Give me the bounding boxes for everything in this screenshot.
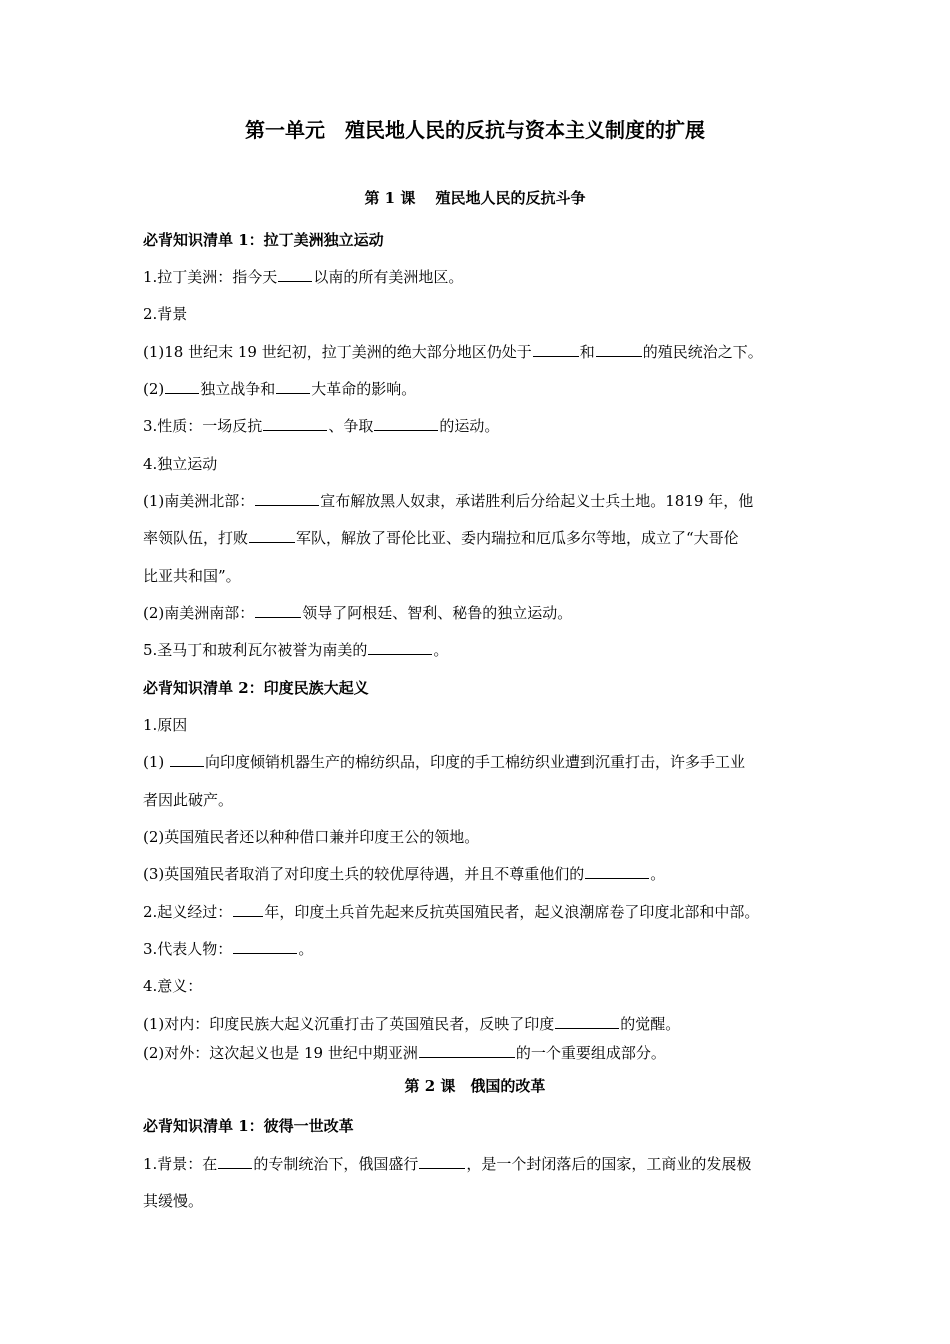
text-line: 2.起义经过： 年，印度土兵首先起来反抗英国殖民者，起义浪潮席卷了印度北部和中部。 <box>143 900 813 924</box>
text-line: (1)18 世纪末 19 世纪初，拉丁美洲的绝大部分地区仍处于 和 的殖民统治之下。 <box>143 340 813 364</box>
section-heading: 必背知识清单 1：彼得一世改革 <box>143 1117 354 1135</box>
fill-blank[interactable] <box>233 937 297 954</box>
text-line: 者因此破产。 <box>143 791 234 809</box>
fill-blank[interactable] <box>255 601 301 618</box>
text-line: (1)对内：印度民族大起义沉重打击了英国殖民者，反映了印度 的觉醒。 <box>143 1012 813 1036</box>
text-line: 1.拉丁美洲：指今天 以南的所有美洲地区。 <box>143 265 813 289</box>
text-line: 1.原因 <box>143 716 188 734</box>
fill-blank[interactable] <box>555 1012 619 1029</box>
text-line: 4.意义： <box>143 977 203 995</box>
fill-blank[interactable] <box>368 638 432 655</box>
text-line: 3.性质：一场反抗 、争取 的运动。 <box>143 414 813 438</box>
section-heading: 必背知识清单 1：拉丁美洲独立运动 <box>143 231 384 249</box>
fill-blank[interactable] <box>263 414 327 431</box>
text-line: (2)对外：这次起义也是 19 世纪中期亚洲 的一个重要组成部分。 <box>143 1041 813 1065</box>
text-line: (2) 独立战争和 大革命的影响。 <box>143 377 813 401</box>
fill-blank[interactable] <box>218 1152 252 1169</box>
text-line: 3.代表人物： 。 <box>143 937 813 961</box>
text-line: (3)英国殖民者取消了对印度土兵的较优厚待遇，并且不尊重他们的 。 <box>143 862 813 886</box>
lesson-2-title: 第 2 课 俄国的改革 <box>404 1077 546 1095</box>
fill-blank[interactable] <box>255 489 319 506</box>
unit-title: 第一单元 殖民地人民的反抗与资本主义制度的扩展 <box>245 118 705 142</box>
fill-blank[interactable] <box>249 526 295 543</box>
text-line: 5.圣马丁和玻利瓦尔被誉为南美的 。 <box>143 638 813 662</box>
text-line: 4.独立运动 <box>143 455 218 473</box>
text-line: (2)南美洲南部： 领导了阿根廷、智利、秘鲁的独立运动。 <box>143 601 813 625</box>
fill-blank[interactable] <box>419 1041 515 1058</box>
text-line: (2)英国殖民者还以种种借口兼并印度王公的领地。 <box>143 828 480 846</box>
fill-blank[interactable] <box>278 265 312 282</box>
fill-blank[interactable] <box>170 750 204 767</box>
fill-blank[interactable] <box>585 862 649 879</box>
fill-blank[interactable] <box>419 1152 465 1169</box>
fill-blank[interactable] <box>276 377 310 394</box>
text-line: 其缓慢。 <box>143 1192 204 1210</box>
fill-blank[interactable] <box>374 414 438 431</box>
text-line: 率领队伍，打败 军队，解放了哥伦比亚、委内瑞拉和厄瓜多尔等地，成立了“大哥伦 <box>143 526 813 550</box>
text-line: (1)南美洲北部： 宣布解放黑人奴隶，承诺胜利后分给起义士兵土地。1819 年，他 <box>143 489 813 513</box>
section-heading: 必背知识清单 2：印度民族大起义 <box>143 679 369 697</box>
fill-blank[interactable] <box>165 377 199 394</box>
fill-blank[interactable] <box>533 340 579 357</box>
text-line: 比亚共和国”。 <box>143 567 241 585</box>
lesson-1-title: 第 1 课 殖民地人民的反抗斗争 <box>364 189 586 207</box>
text-line: (1) 向印度倾销机器生产的棉纺织品，印度的手工棉纺织业遭到沉重打击，许多手工业 <box>143 750 813 774</box>
text-line: 2.背景 <box>143 305 188 323</box>
fill-blank[interactable] <box>596 340 642 357</box>
text-line: 1.背景：在 的专制统治下，俄国盛行 ，是一个封闭落后的国家，工商业的发展极 <box>143 1152 813 1176</box>
fill-blank[interactable] <box>233 900 263 917</box>
